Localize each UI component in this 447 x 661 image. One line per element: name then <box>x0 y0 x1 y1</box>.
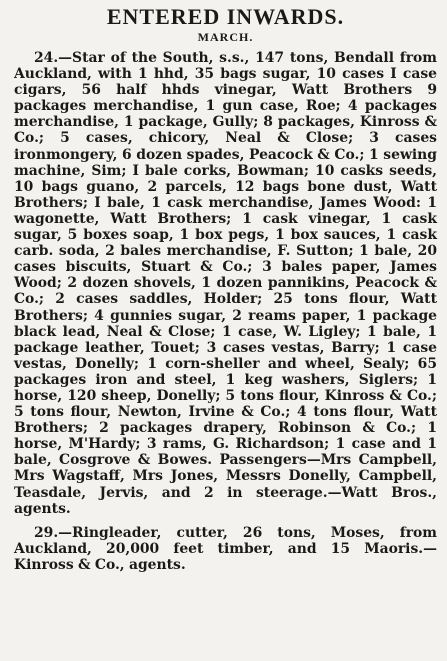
shipping-entry-ringleader: 29.—Ringleader, cutter, 26 tons, Moses, from Auckland, 20,000 feet timber, and 15 Maoris.—Kinross & Co., agents. <box>14 524 437 573</box>
shipping-entry-star-of-the-south: 24.—Star of the South, s.s., 147 tons, Bendall from Auckland, with 1 hhd, 35 bags sugar, 10 cases I case cigars, 56 half hhds vinegar, Watt Brothers 9 packages merchandise, 1 gun case, Roe; 4 packages merchandise, 1 package, Gully; 8 packages, Kinross & Co.; 5 cases, chicory, Neal & Close; 3 cases ironmongery, 6 dozen spades, Peacock & Co.; 1 sewing machine, Sim; I bale corks, Bowman; 10 casks seeds, 10 bags guano, 2 parcels, 12 bags bone dust, Watt Brothers; I bale, 1 cask merchandise, James Wood: 1 wagonette, Watt Brothers; 1 cask vinegar, 1 cask sugar, 5 boxes soap, 1 box pegs, 1 box sauces, 1 cask carb. soda, 2 bales merchandise, F. Sutton; 1 bale, 20 cases biscuits, Stuart & Co.; 3 bales paper, James Wood; 2 dozen shovels, 1 dozen pannikins, Peacock & Co.; 2 cases saddles, Holder; 25 tons flour, Watt Brothers; 4 gunnies sugar, 2 reams paper, 1 package black lead, Neal & Close; 1 case, W. Ligley; 1 bale, 1 package leather, Touet; 3 cases vestas, Barry; 1 case vestas, Donelly; 1 corn-sheller and wheel, Sealy; 65 packages iron and steel, 1 keg washers, Siglers; 1 horse, 120 sheep, Donelly; 5 tons flour, Kinross & Co.; 5 tons flour, Newton, Irvine & Co.; 4 tons flour, Watt Brothers; 2 packages drapery, Robinson & Co.; 1 horse, M'Hardy; 3 rams, G. Richardson; 1 case and 1 bale, Cosgrove & Bowes. Passengers—Mrs Campbell, Mrs Wagstaff, Mrs Jones, Messrs Donelly, Campbell, Teasdale, Jervis, and 2 in steerage.—Watt Bros., agents. <box>14 50 437 517</box>
month-subheading: MARCH. <box>197 30 254 44</box>
section-heading: ENTERED INWARDS. <box>106 4 345 29</box>
